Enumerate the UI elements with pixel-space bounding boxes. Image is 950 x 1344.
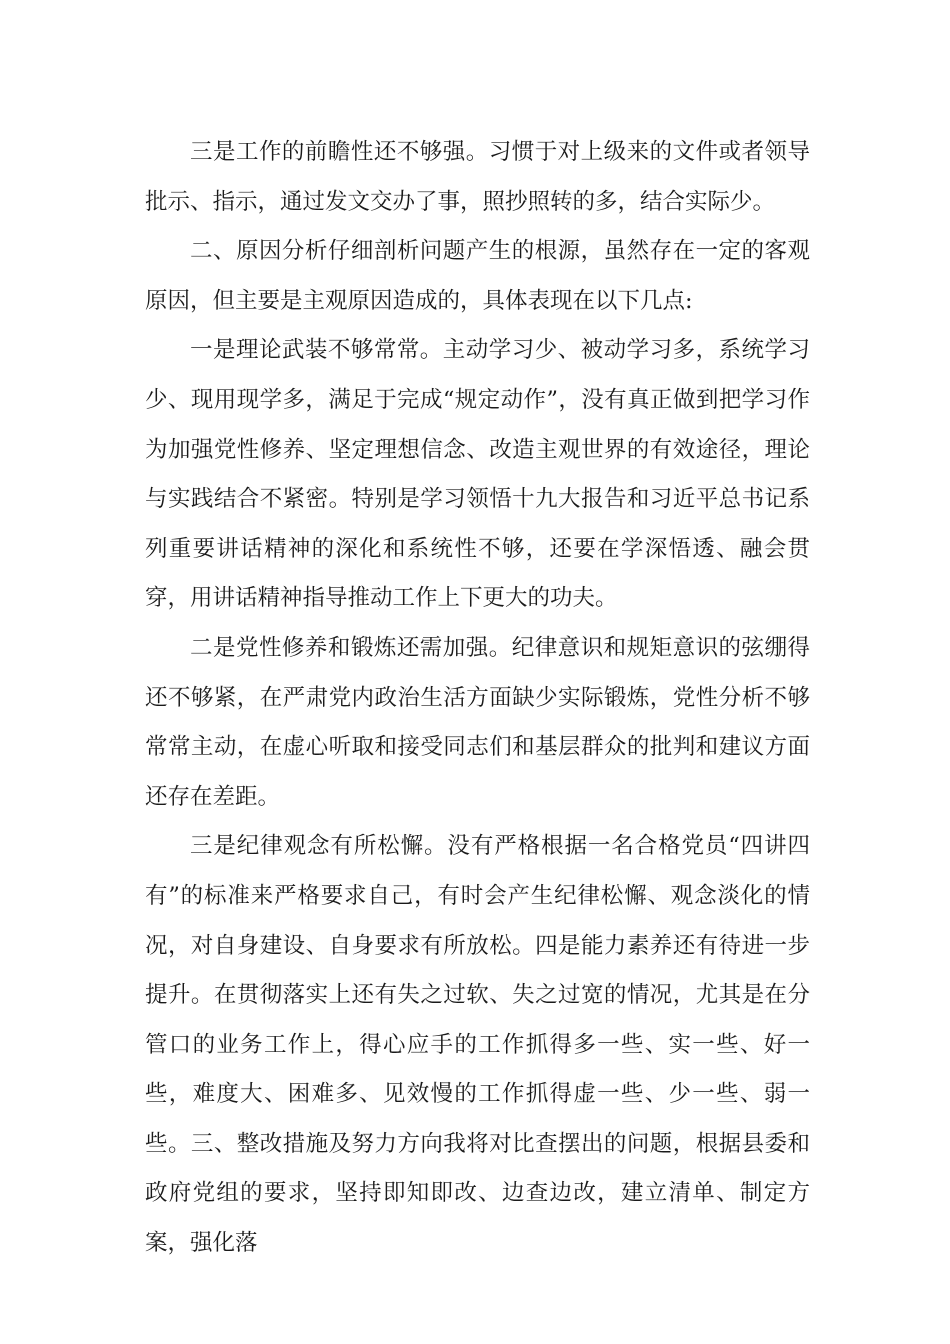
paragraph: 一是理论武装不够常常。主动学习少、被动学习多，系统学习少、现用现学多，满足于完成“规定动作”，没有真正做到把学习作为加强党性修养、坚定理想信念、改造主观世界的有效途径，理论与实践结合不紧密。特别是学习领悟十九大报告和习近平总书记系列重要讲话精神的深化和系统性不够，还要在学深悟透、融会贯穿，用讲话精神指导推动工作上下更大的功夫。 xyxy=(145,337,810,612)
paragraph: 三是工作的前瞻性还不够强。习惯于对上级来的文件或者领导批示、指示，通过发文交办了事，照抄照转的多，结合实际少。 xyxy=(145,139,810,215)
document-body xyxy=(145,128,810,1269)
paragraph: 二是党性修养和锻炼还需加强。纪律意识和规矩意识的弦绷得还不够紧，在严肃党内政治生活方面缺少实际锻炼，党性分析不够常常主动，在虚心听取和接受同志们和基层群众的批判和建议方面还存在差距。 xyxy=(145,634,810,810)
paragraph: 三是纪律观念有所松懈。没有严格根据一名合格党员“四讲四有”的标准来严格要求自己，有时会产生纪律松懈、观念淡化的情况，对自身建设、自身要求有所放松。四是能力素养还有待进一步提升。在贯彻落实上还有失之过软、失之过宽的情况，尤其是在分管口的业务工作上，得心应手的工作抓得多一些、实一些、好一些，难度大、困难多、见效慢的工作抓得虚一些、少一些、弱一些。三、整改措施及努力方向我将对比查摆出的问题，根据县委和政府党组的要求，坚持即知即改、边查边改，建立清单、制定方案，强化落 xyxy=(145,833,810,1257)
paragraph: 二、原因分析仔细剖析问题产生的根源，虽然存在一定的客观原因，但主要是主观原因造成的，具体表现在以下几点: xyxy=(145,238,810,314)
